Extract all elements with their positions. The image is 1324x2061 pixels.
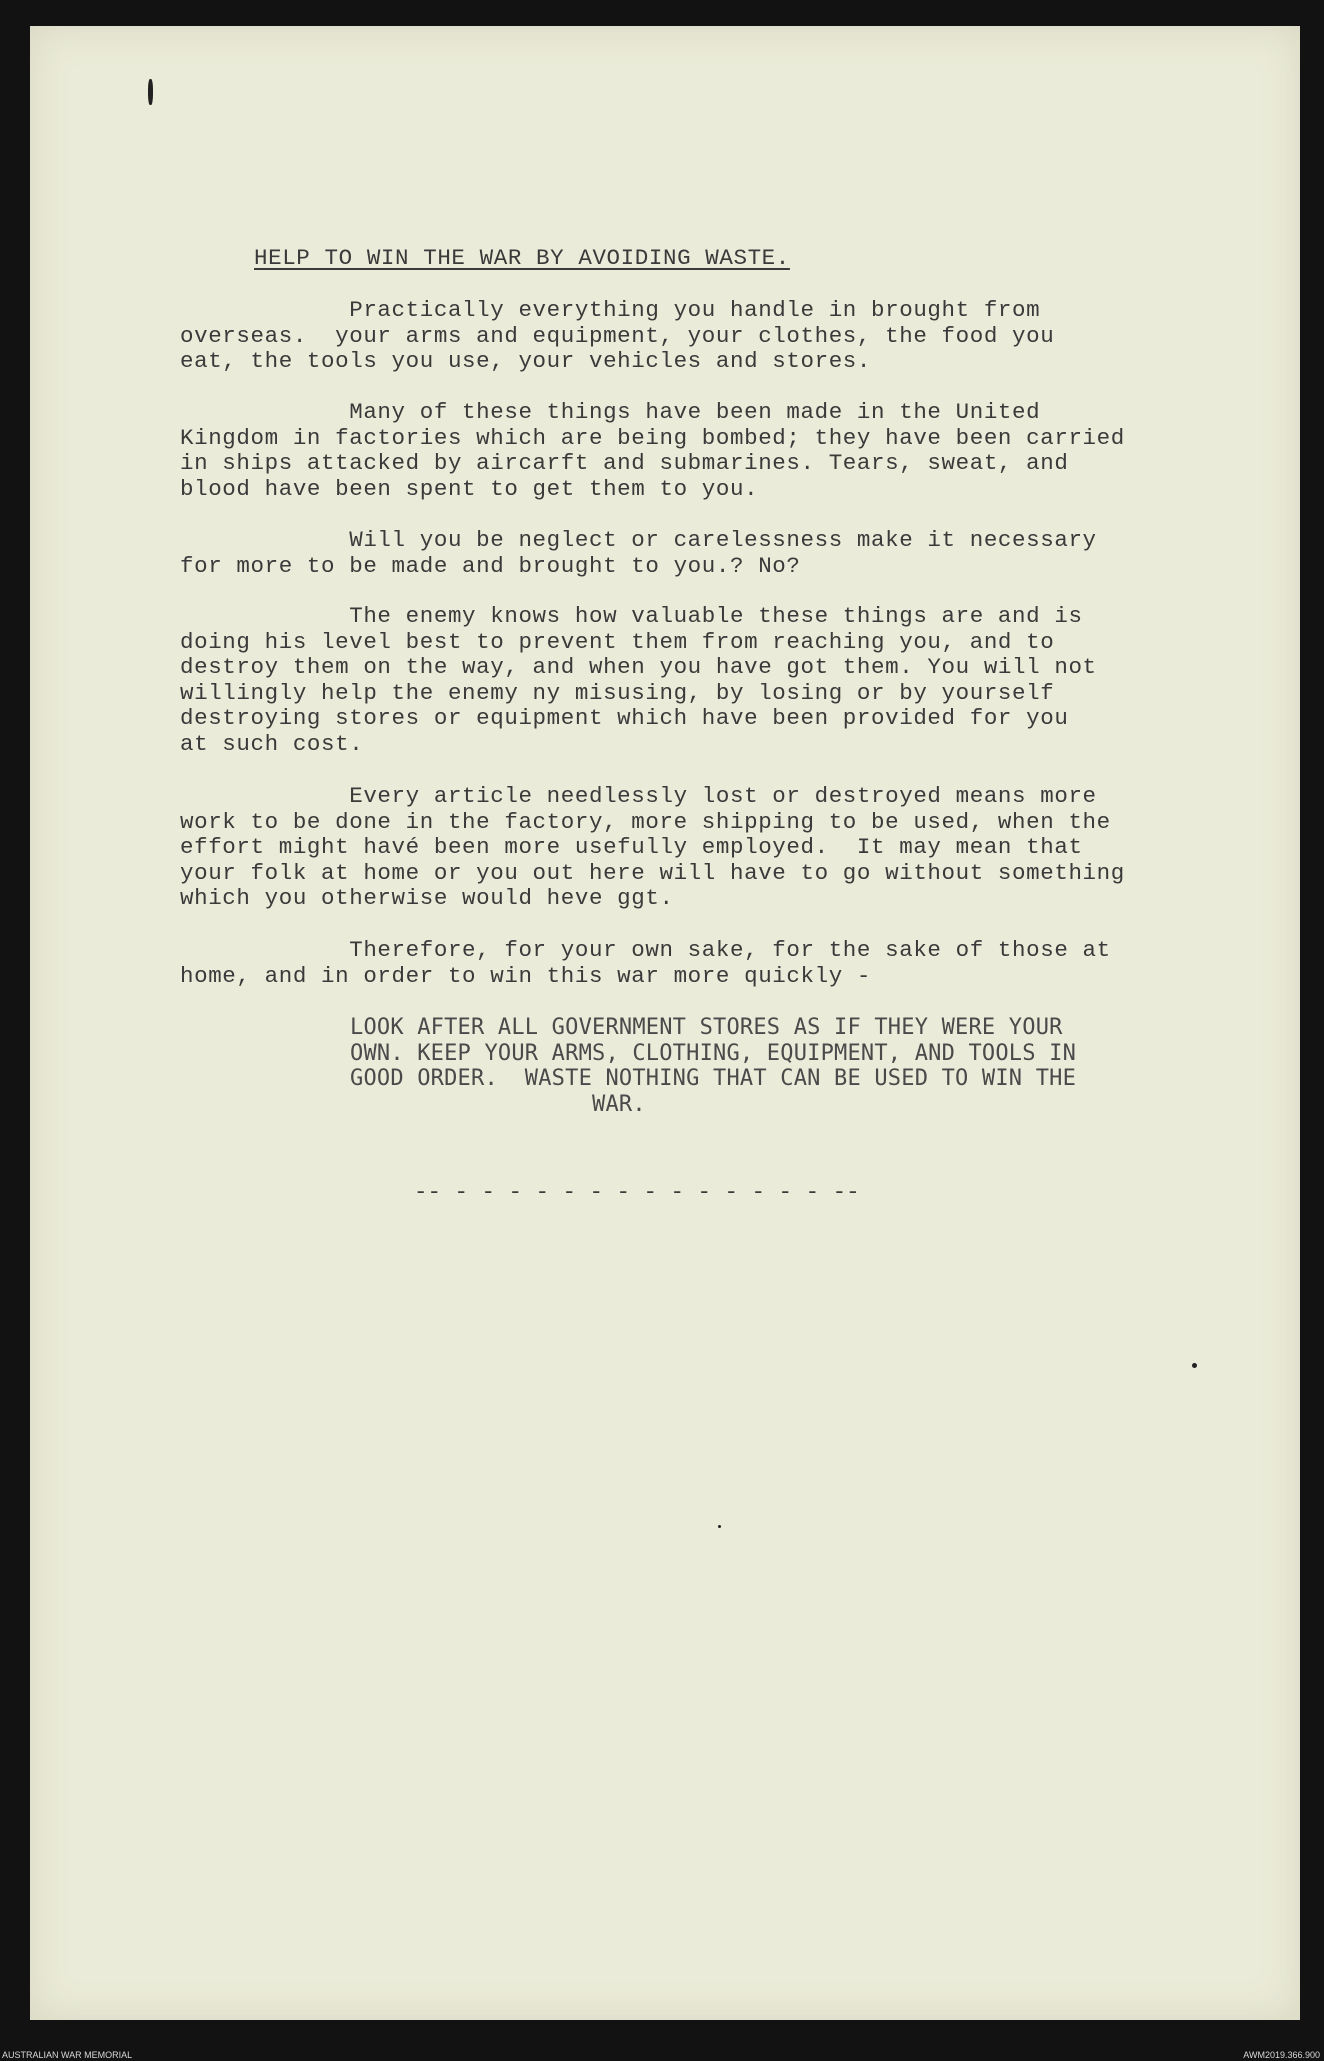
document-title: HELP TO WIN THE WAR BY AVOIDING WASTE. [254,245,790,271]
ink-speck [1192,1363,1197,1368]
footer-institution: AUSTRALIAN WAR MEMORIAL [2,2050,133,2060]
ink-speck [718,1525,721,1528]
ink-mark [148,79,153,105]
paragraph-2: Many of these things have been made in the United Kingdom in factories which are being bombed; they have been carried in ships attacked by aircarft and submarines. Tears, sweat, and blood have been spent to get them to you. [180,399,1125,502]
divider-line: -- - - - - - - - - - - - - - - -- [414,1179,860,1205]
document-sheet [30,26,1300,2020]
closing-instruction: LOOK AFTER ALL GOVERNMENT STORES AS IF THEY WERE YOUR OWN. KEEP YOUR ARMS, CLOTHING, EQUIPMENT, AND TOOLS IN GOOD ORDER. WASTE NOTHING THAT CAN BE USED TO WIN THE WAR. [350,1015,1077,1117]
paragraph-4: The enemy knows how valuable these things are and is doing his level best to prevent them from reaching you, and to destroy them on the way, and when you have got them. You will not willingly help the enemy ny misusing, by losing or by yourself destroying stores or equipment which have been provided for you at such cost. [180,603,1097,757]
paragraph-6: Therefore, for your own sake, for the sake of those at home, and in order to win this war more quickly - [180,937,1111,989]
paragraph-3: Will you be neglect or carelessness make it necessary for more to be made and brought to you.? No? [180,527,1097,579]
paragraph-5: Every article needlessly lost or destroyed means more work to be done in the factory, more shipping to be used, when the effort might havé been more usefully employed. It may mean that your folk at home or you out here will have to go without something which you otherwise would heve ggt. [180,783,1125,912]
footer-accession-number: AWM2019.366.900 [1243,2050,1320,2060]
paragraph-1: Practically everything you handle in brought from overseas. your arms and equipment, your clothes, the food you eat, the tools you use, your vehicles and stores. [180,297,1055,375]
